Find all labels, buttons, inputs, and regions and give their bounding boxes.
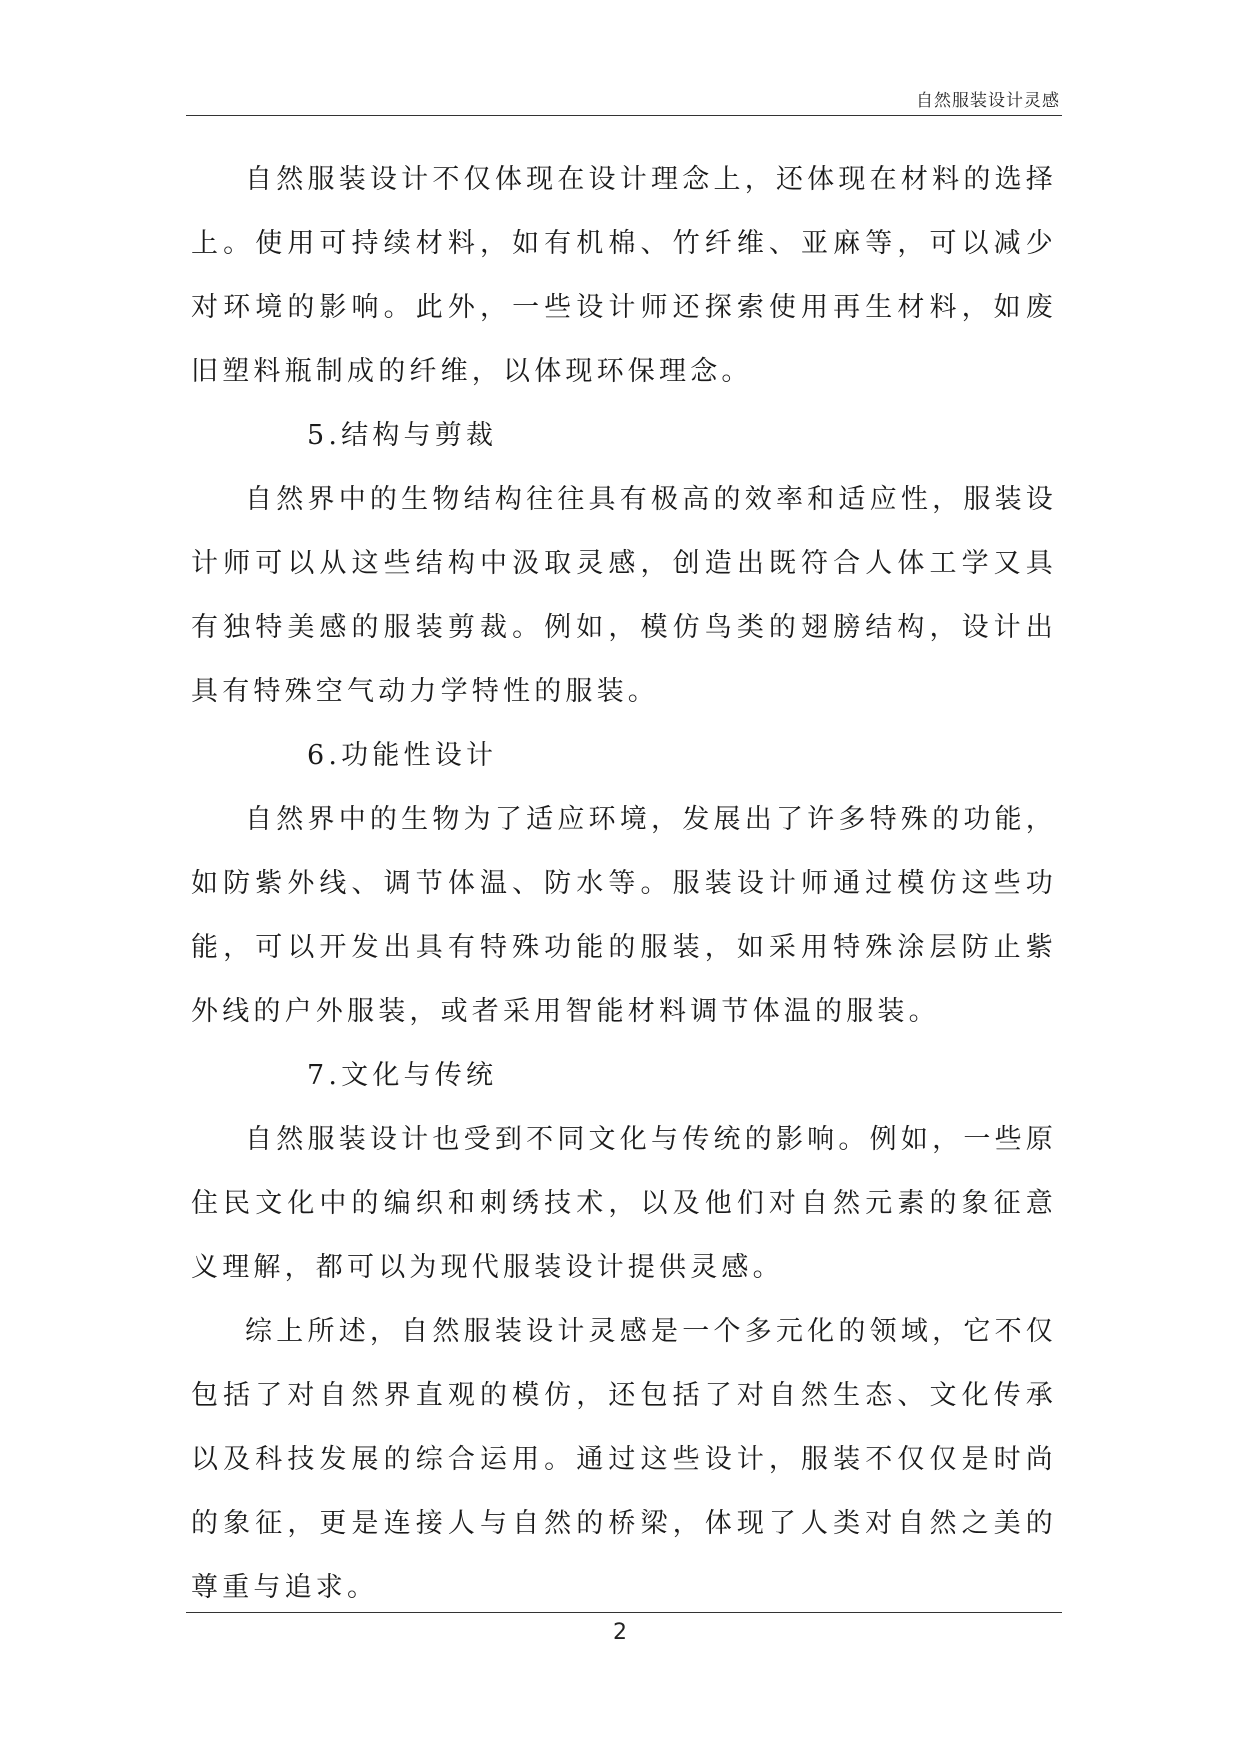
paragraph-materials: 自然服装设计不仅体现在设计理念上，还体现在材料的选择上。使用可持续材料，如有机棉、竹纤维、亚麻等，可以减少对环境的影响。此外，一些设计师还探索使用再生材料，如废旧塑料瓶制成的纤维，以体现环保理念。 <box>191 164 1057 387</box>
document-body <box>191 148 1057 1620</box>
paragraph-structure: 自然界中的生物结构往往具有极高的效率和适应性，服装设计师可以从这些结构中汲取灵感，创造出既符合人体工学又具有独特美感的服装剪裁。例如，模仿鸟类的翅膀结构，设计出具有特殊空气动力学特性的服装。 <box>191 484 1057 707</box>
header-divider <box>186 115 1062 116</box>
header-title: 自然服装设计灵感 <box>916 91 1060 111</box>
section-heading-structure: 5.结构与剪裁 <box>307 420 498 451</box>
page-number: 2 <box>613 1620 627 1645</box>
section-heading-culture: 7.文化与传统 <box>307 1060 498 1091</box>
paragraph-summary: 综上所述，自然服装设计灵感是一个多元化的领域，它不仅包括了对自然界直观的模仿，还包括了对自然生态、文化传承以及科技发展的综合运用。通过这些设计，服装不仅仅是时尚的象征，更是连接人与自然的桥梁，体现了人类对自然之美的尊重与追求。 <box>191 1316 1057 1603</box>
paragraph-function: 自然界中的生物为了适应环境，发展出了许多特殊的功能，如防紫外线、调节体温、防水等。服装设计师通过模仿这些功能，可以开发出具有特殊功能的服装，如采用特殊涂层防止紫外线的户外服装，或者采用智能材料调节体温的服装。 <box>191 804 1057 1027</box>
paragraph-culture: 自然服装设计也受到不同文化与传统的影响。例如，一些原住民文化中的编织和刺绣技术，以及他们对自然元素的象征意义理解，都可以为现代服装设计提供灵感。 <box>191 1124 1057 1283</box>
section-heading-function: 6.功能性设计 <box>307 740 498 771</box>
footer-divider <box>186 1612 1062 1613</box>
